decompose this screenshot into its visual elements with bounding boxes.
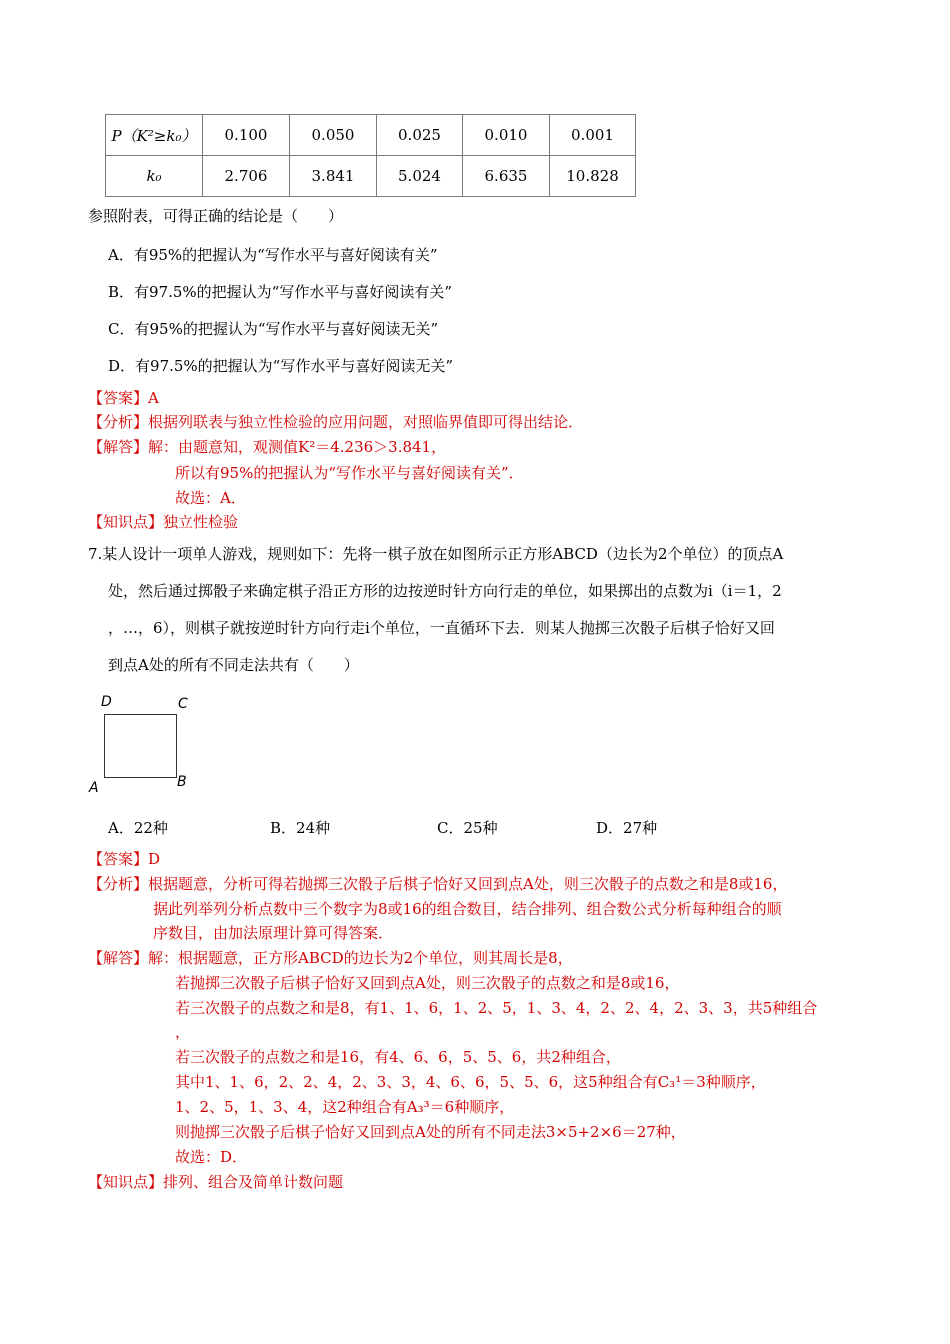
analysis-line: 序数目，由加法原理计算可得答案．: [153, 924, 394, 942]
solution-line: 【解答】解：由题意知，观测值K²＝4.236＞3.841，: [88, 438, 447, 456]
vertex-label-a: A: [89, 780, 99, 796]
table-cell: 0.050: [290, 115, 377, 156]
solution-line: 若三次骰子的点数之和是16，有4、6、6，5、5、6，共2种组合，: [175, 1048, 621, 1066]
option-c: C．有95%的把握认为“写作水平与喜好阅读无关”: [108, 320, 439, 338]
question-stem: ，…，6），则棋子就按逆时针方向行走i个单位，一直循环下去．则某人抛掷三次骰子后棋子恰好又回: [108, 619, 775, 637]
solution-line: 故选：A．: [175, 489, 246, 507]
solution-line: ，: [175, 1023, 191, 1041]
table-cell: 0.010: [463, 115, 550, 156]
table-row-p: [106, 115, 636, 156]
table-cell: 5.024: [377, 156, 463, 197]
knowledge-line: 【知识点】独立性检验: [88, 513, 239, 531]
table-cell: 10.828: [550, 156, 636, 197]
table-header-p: P（K²≥k₀）: [106, 115, 203, 156]
critical-value-table: [105, 114, 636, 197]
question-stem: 到点A处的所有不同走法共有（ ）: [108, 656, 359, 674]
solution-line: 则抛掷三次骰子后棋子恰好又回到点A处的所有不同走法3×5+2×6＝27种，: [175, 1123, 686, 1141]
table-cell: 0.025: [377, 115, 463, 156]
solution-line: 【解答】解：根据题意，正方形ABCD的边长为2个单位，则其周长是8，: [88, 949, 573, 967]
analysis-line: 【分析】根据题意，分析可得若抛掷三次骰子后棋子恰好又回到点A处，则三次骰子的点数之和是8或16，: [88, 875, 788, 893]
solution-line: 若三次骰子的点数之和是8，有1、1、6，1、2、5，1、3、4，2、2、4，2、3、3，共5种组合: [175, 999, 818, 1017]
question-prompt: 参照附表，可得正确的结论是（ ）: [88, 207, 344, 225]
table-row-k: [106, 156, 636, 197]
table-cell: 0.100: [203, 115, 290, 156]
option-d: D．27种: [596, 819, 658, 837]
solution-line: 所以有95%的把握认为“写作水平与喜好阅读有关”．: [175, 464, 524, 482]
table-cell: 0.001: [550, 115, 636, 156]
solution-line: 1、2、5，1、3、4，这2种组合有A₃³＝6种顺序，: [175, 1098, 515, 1116]
analysis-line: 据此列举列分析点数中三个数字为8或16的组合数目，结合排列、组合数公式分析每种组合的顺: [153, 900, 782, 918]
vertex-label-b: B: [177, 774, 187, 790]
table-cell: 6.635: [463, 156, 550, 197]
solution-line: 其中1、1、6，2、2、4，2、3、3，4、6、6，5、5、6，这5种组合有C₃¹＝3种顺序，: [175, 1073, 766, 1091]
option-d: D．有97.5%的把握认为“写作水平与喜好阅读无关”: [108, 357, 454, 375]
answer-line: 【答案】D: [88, 850, 161, 868]
solution-line: 故选：D．: [175, 1148, 248, 1166]
solution-line: 若抛掷三次骰子后棋子恰好又回到点A处，则三次骰子的点数之和是8或16，: [175, 974, 680, 992]
option-a: A．22种: [108, 819, 168, 837]
option-b: B．有97.5%的把握认为“写作水平与喜好阅读有关”: [108, 283, 453, 301]
table-cell: 2.706: [203, 156, 290, 197]
vertex-label-c: C: [178, 696, 188, 712]
option-b: B．24种: [270, 819, 331, 837]
question-stem: 7.某人设计一项单人游戏，规则如下：先将一棋子放在如图所示正方形ABCD（边长为2个单位）的顶点A: [88, 545, 784, 563]
table-cell: 3.841: [290, 156, 377, 197]
answer-line: 【答案】A: [88, 389, 159, 407]
option-c: C．25种: [437, 819, 498, 837]
knowledge-line: 【知识点】排列、组合及简单计数问题: [88, 1173, 344, 1191]
option-a: A．有95%的把握认为“写作水平与喜好阅读有关”: [108, 246, 438, 264]
table-header-k: k₀: [106, 156, 203, 197]
analysis-line: 【分析】根据列联表与独立性检验的应用问题，对照临界值即可得出结论．: [88, 413, 584, 431]
question-stem: 处，然后通过掷骰子来确定棋子沿正方形的边按逆时针方向行走的单位，如果掷出的点数为i（i＝1，2: [108, 582, 782, 600]
square-abcd-figure: [104, 714, 177, 778]
vertex-label-d: D: [101, 694, 112, 710]
